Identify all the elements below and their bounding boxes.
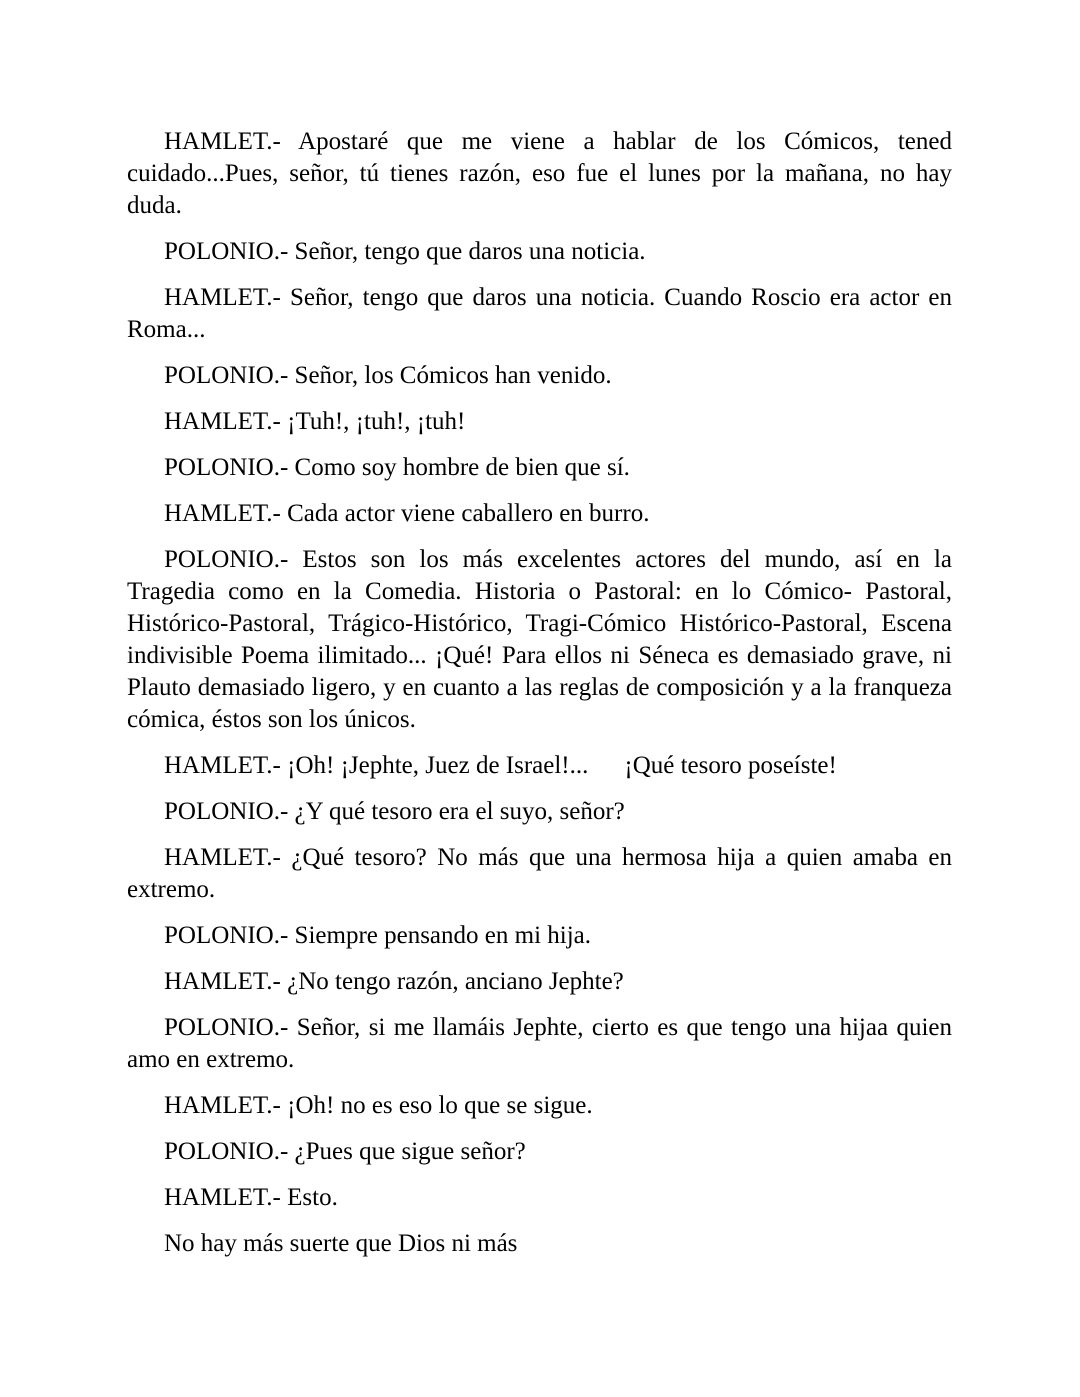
speaker-name: HAMLET.- xyxy=(164,128,281,155)
dialogue-text: ¿Pues que sigue señor? xyxy=(294,1138,526,1165)
dialogue-text: Como soy hombre de bien que sí. xyxy=(294,454,630,481)
speaker-name: POLONIO.- xyxy=(164,546,289,573)
dialogue-paragraph xyxy=(127,966,952,998)
speaker-name: HAMLET.- xyxy=(164,1092,281,1119)
dialogue-text: No hay más suerte que Dios ni más xyxy=(164,1230,518,1257)
dialogue-paragraph xyxy=(127,236,952,268)
dialogue-paragraph xyxy=(127,282,952,346)
dialogue-paragraph xyxy=(127,360,952,392)
dialogue-paragraph xyxy=(127,1136,952,1168)
dialogue-text: Señor, tengo que daros una noticia. xyxy=(294,238,646,265)
dialogue-paragraph xyxy=(127,1090,952,1122)
speaker-name: POLONIO.- xyxy=(164,922,289,949)
dialogue-paragraph xyxy=(127,842,952,906)
dialogue-text: Señor, los Cómicos han venido. xyxy=(294,362,612,389)
dialogue-paragraph xyxy=(127,452,952,484)
dialogue-text: Siempre pensando en mi hija. xyxy=(294,922,592,949)
speaker-name: HAMLET.- xyxy=(164,752,281,779)
speaker-name: HAMLET.- xyxy=(164,1184,281,1211)
dialogue-text: ¿No tengo razón, anciano Jephte? xyxy=(287,968,624,995)
dialogue-paragraph xyxy=(127,498,952,530)
dialogue-text: ¡Tuh!, ¡tuh!, ¡tuh! xyxy=(287,408,466,435)
dialogue-text: ¡Oh! no es eso lo que se sigue. xyxy=(287,1092,593,1119)
speaker-name: HAMLET.- xyxy=(164,284,281,311)
speaker-name: HAMLET.- xyxy=(164,844,281,871)
dialogue-paragraph xyxy=(127,1012,952,1076)
speaker-name: POLONIO.- xyxy=(164,1014,289,1041)
speaker-name: POLONIO.- xyxy=(164,454,289,481)
dialogue-text: Señor, tengo que daros una noticia. Cuando Roscio era actor en Roma... xyxy=(127,284,952,343)
dialogue-text: Esto. xyxy=(287,1184,338,1211)
dialogue-text: Cada actor viene caballero en burro. xyxy=(287,500,650,527)
play-text xyxy=(127,126,952,1274)
dialogue-text: ¿Y qué tesoro era el suyo, señor? xyxy=(294,798,625,825)
speaker-name: POLONIO.- xyxy=(164,1138,289,1165)
dialogue-paragraph xyxy=(127,920,952,952)
speaker-name: POLONIO.- xyxy=(164,362,289,389)
dialogue-text: ¡Qué tesoro poseíste! xyxy=(624,752,837,779)
dialogue-paragraph xyxy=(127,126,952,222)
speaker-name: POLONIO.- xyxy=(164,238,289,265)
dialogue-paragraph xyxy=(127,796,952,828)
dialogue-paragraph xyxy=(127,1182,952,1214)
speaker-name: HAMLET.- xyxy=(164,968,281,995)
speaker-name: HAMLET.- xyxy=(164,408,281,435)
dialogue-text: ¡Oh! ¡Jephte, Juez de Israel!... xyxy=(287,752,589,779)
dialogue-text: Apostaré que me viene a hablar de los Cómicos, tened cuidado...Pues, señor, tú tienes razón, eso fue el lunes por la mañana, no hay duda. xyxy=(127,128,953,219)
verse-line xyxy=(127,1228,952,1260)
speaker-name: POLONIO.- xyxy=(164,798,289,825)
dialogue-paragraph xyxy=(127,750,952,782)
dialogue-text: Estos son los más excelentes actores del mundo, así en la Tragedia como en la Comedia. Historia o Pastoral: en lo Cómico- Pastoral, Histórico-Pastoral, Trágico-Histórico, Tragi-Cómico Histórico-Pastoral, Escena indivisible Poema ilimitado... ¡Qué! Para ellos ni Séneca es demasiado grave, ni Plauto demasiado ligero, y en cuanto a las reglas de composición y a la franqueza cómica, éstos son los únicos. xyxy=(127,546,953,733)
speaker-name: HAMLET.- xyxy=(164,500,281,527)
dialogue-text: ¿Qué tesoro? No más que una hermosa hija a quien amaba en extremo. xyxy=(127,844,953,903)
dialogue-paragraph xyxy=(127,544,952,736)
dialogue-paragraph xyxy=(127,406,952,438)
dialogue-text: Señor, si me llamáis Jephte, cierto es que tengo una hijaa quien amo en extremo. xyxy=(127,1014,952,1073)
